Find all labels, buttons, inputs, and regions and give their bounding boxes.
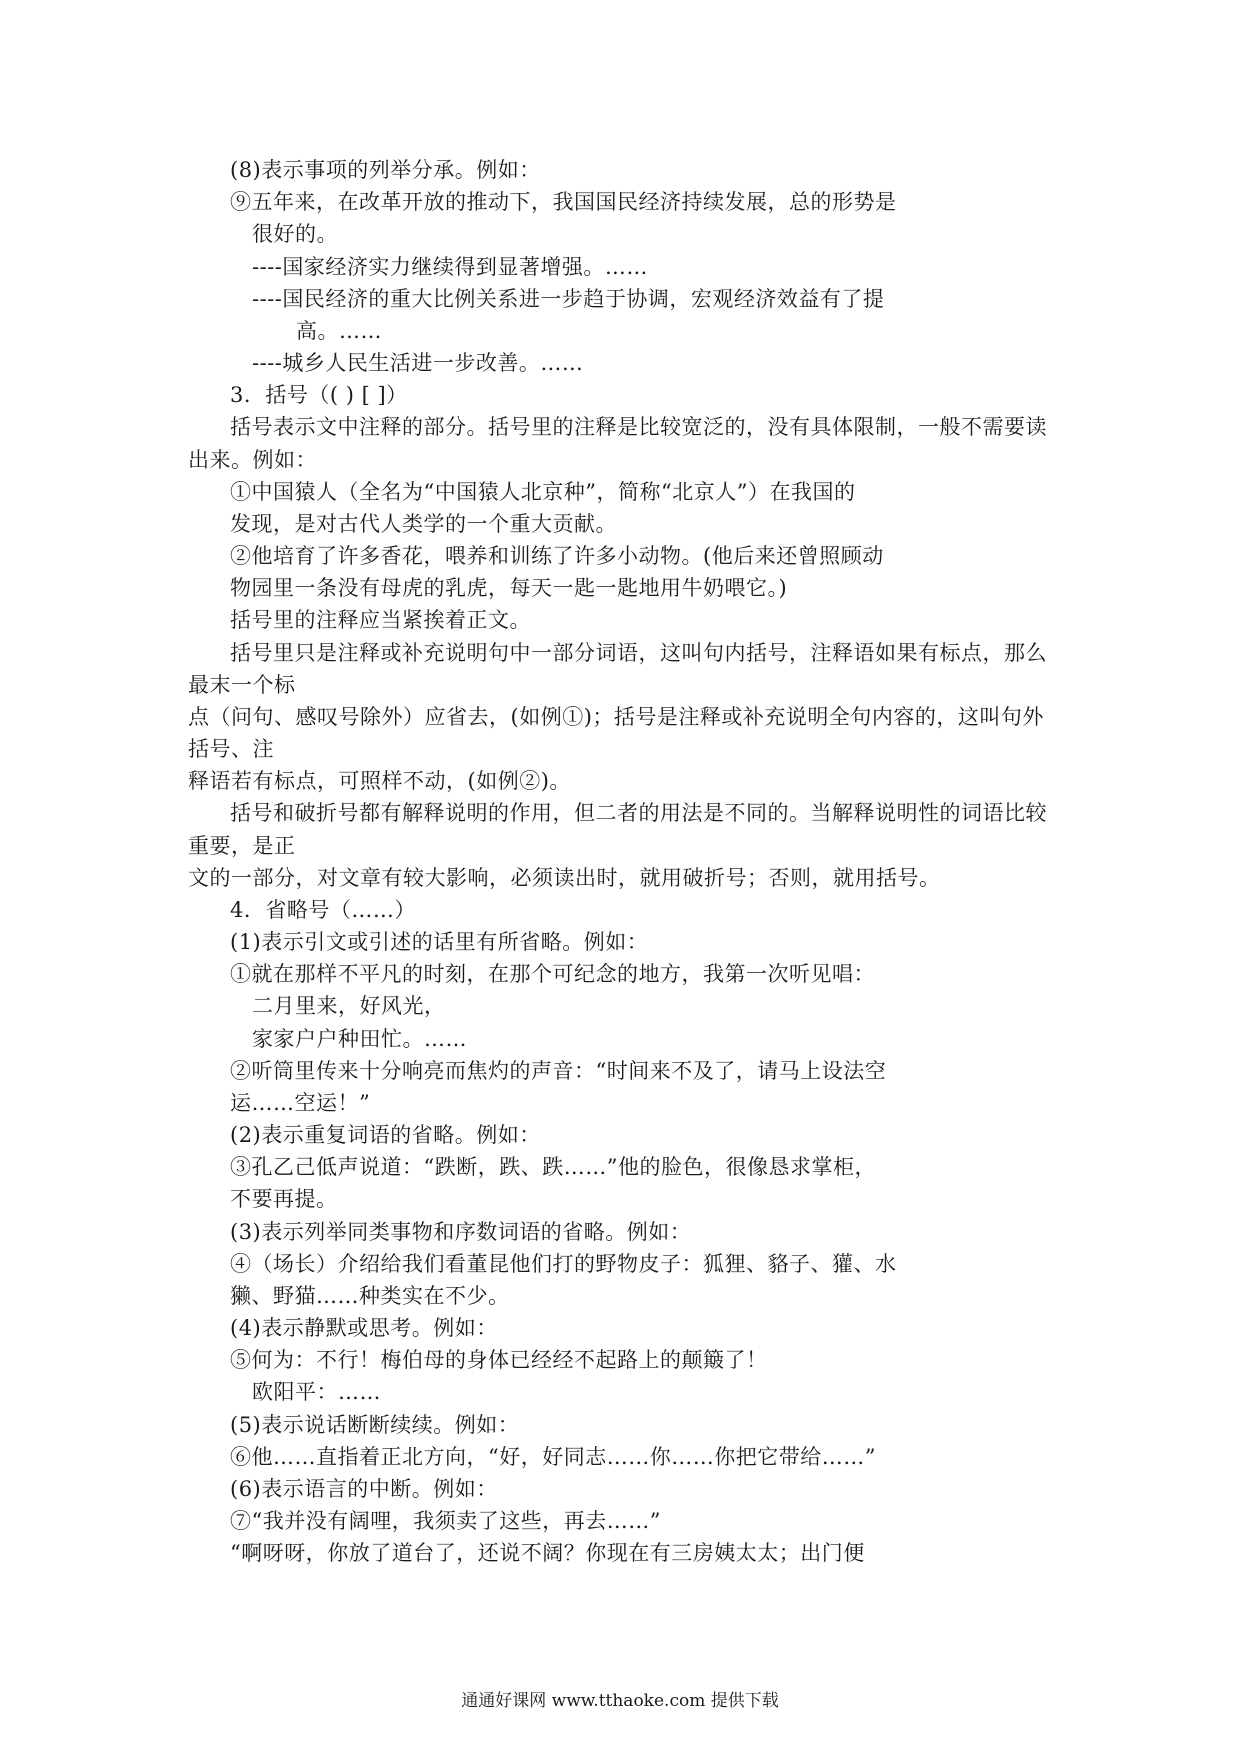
text-line: ⑥他……直指着正北方向，“好，好同志……你……你把它带给……” bbox=[230, 1445, 876, 1469]
text-line: ③孔乙己低声说道：“跌断，跌、跌……”他的脸色，很像恳求掌柜， bbox=[230, 1155, 876, 1179]
text-line: 二月里来，好风光， bbox=[252, 994, 446, 1018]
text-line: ①就在那样不平凡的时刻，在那个可纪念的地方，我第一次听见唱： bbox=[230, 962, 875, 986]
text-line: 獭、野猫……种类实在不少。 bbox=[230, 1284, 510, 1308]
text-line: ④（场长）介绍给我们看董昆他们打的野物皮子：狐狸、貉子、獾、水 bbox=[230, 1252, 897, 1276]
text-line: 欧阳平：…… bbox=[252, 1380, 381, 1404]
text-line: 括号里的注释应当紧挨着正文。 bbox=[230, 608, 531, 632]
text-line: ----国家经济实力继续得到显著增强。…… bbox=[252, 255, 648, 279]
text-line: 最末一个标 bbox=[188, 673, 296, 697]
text-line: 家家户户种田忙。…… bbox=[252, 1027, 467, 1051]
text-line: 括号和破折号都有解释说明的作用，但二者的用法是不同的。当解释说明性的词语比较 bbox=[230, 801, 1047, 825]
text-line: ----国民经济的重大比例关系进一步趋于协调，宏观经济效益有了提 bbox=[252, 287, 885, 311]
text-line: ----城乡人民生活进一步改善。…… bbox=[252, 351, 584, 375]
text-line: 物园里一条没有母虎的乳虎，每天一匙一匙地用牛奶喂它。) bbox=[230, 576, 788, 600]
text-line: 不要再提。 bbox=[230, 1187, 338, 1211]
text-line: 括号、注 bbox=[188, 737, 274, 761]
text-line: (6)表示语言的中断。例如： bbox=[230, 1477, 498, 1501]
text-line: 括号表示文中注释的部分。括号里的注释是比较宽泛的，没有具体限制，一般不需要读 bbox=[230, 415, 1047, 439]
text-line: ②他培育了许多香花，喂养和训练了许多小动物。(他后来还曾照顾动 bbox=[230, 544, 884, 568]
section-heading: 4．省略号（……） bbox=[230, 898, 416, 922]
text-line: 发现，是对古代人类学的一个重大贡献。 bbox=[230, 512, 617, 536]
footer-text: 通通好课网 www.tthaoke.com 提供下载 bbox=[461, 1691, 779, 1711]
text-line: (4)表示静默或思考。例如： bbox=[230, 1316, 498, 1340]
text-line: “啊呀呀，你放了道台了，还说不阔？你现在有三房姨太太；出门便 bbox=[230, 1541, 865, 1565]
text-line: (2)表示重复词语的省略。例如： bbox=[230, 1123, 541, 1147]
text-line: ⑨五年来，在改革开放的推动下，我国国民经济持续发展，总的形势是 bbox=[230, 190, 897, 214]
text-line: 高。…… bbox=[296, 319, 382, 343]
text-line: ⑦“我并没有阔哩，我须卖了这些，再去……” bbox=[230, 1509, 661, 1533]
text-line: (1)表示引文或引述的话里有所省略。例如： bbox=[230, 930, 649, 954]
text-line: 括号里只是注释或补充说明句中一部分词语，这叫句内括号，注释语如果有标点，那么 bbox=[230, 641, 1047, 665]
text-line: 文的一部分，对文章有较大影响，必须读出时，就用破折号；否则，就用括号。 bbox=[188, 866, 941, 890]
text-line: ①中国猿人（全名为“中国猿人北京种”，简称“北京人”）在我国的 bbox=[230, 480, 856, 504]
text-line: (5)表示说话断断续续。例如： bbox=[230, 1413, 520, 1437]
section-heading: 3．括号（( ) [ ]） bbox=[230, 383, 408, 407]
text-line: 运……空运！” bbox=[230, 1091, 371, 1115]
text-line: 点（问句、感叹号除外）应省去，(如例①)；括号是注释或补充说明全句内容的，这叫句外 bbox=[188, 705, 1044, 729]
text-line: (3)表示列举同类事物和序数词语的省略。例如： bbox=[230, 1220, 692, 1244]
text-line: (8)表示事项的列举分承。例如： bbox=[230, 158, 541, 182]
text-line: 很好的。 bbox=[252, 222, 338, 246]
text-line: ⑤何为：不行！梅伯母的身体已经经不起路上的颠簸了！ bbox=[230, 1348, 768, 1372]
text-line: 出来。例如： bbox=[188, 448, 317, 472]
text-line: ②听筒里传来十分响亮而焦灼的声音：“时间来不及了，请马上设法空 bbox=[230, 1059, 887, 1083]
text-line: 释语若有标点，可照样不动，(如例②)。 bbox=[188, 769, 571, 793]
text-line: 重要，是正 bbox=[188, 834, 296, 858]
